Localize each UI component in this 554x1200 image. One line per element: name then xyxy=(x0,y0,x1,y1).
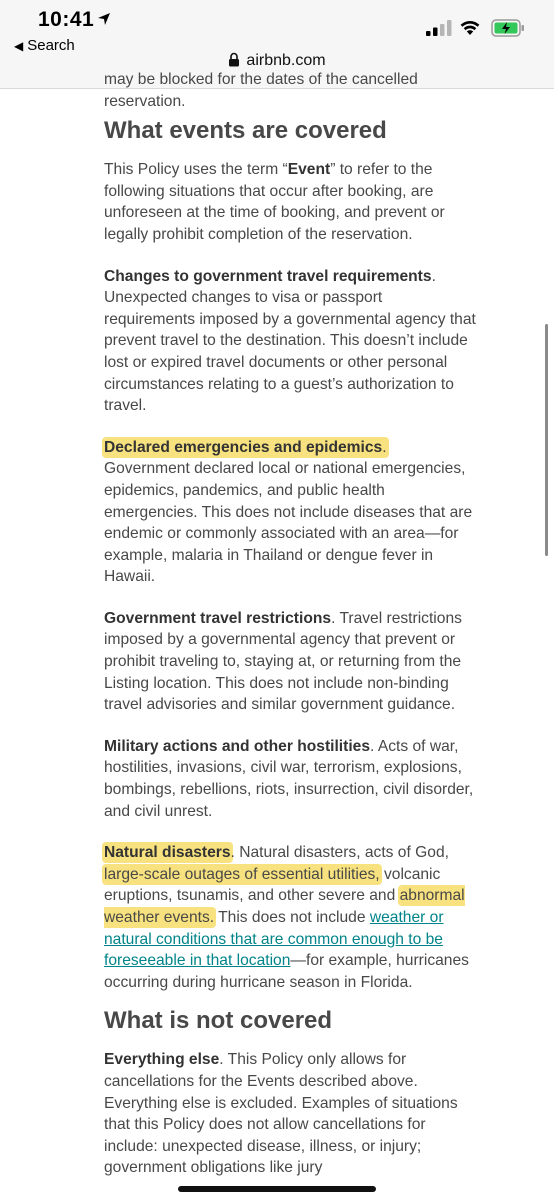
section-title: Government travel restrictions xyxy=(104,609,332,627)
foreseeable-conditions-link[interactable]: weather or natural conditions that are common enough to be foreseeable in that location xyxy=(104,909,444,970)
section-body: . Travel restrictions imposed by a governmental agency that prevent or prohibit traveling to, staying at, or returning from the Listing location. This does not include non-binding travel advisories and similar government guidance. xyxy=(104,609,462,714)
section-title: Everything else xyxy=(104,1051,220,1069)
clock: 10:41 xyxy=(38,8,95,31)
home-indicator[interactable] xyxy=(178,1186,376,1192)
section-body: . This Policy only allows for cancellations for the Events described above. Everything else is excluded. Examples of situations that this Policy does not allow cancellations for include: unexpected disease, illness, or injury; government obligations like jury xyxy=(104,1051,458,1177)
highlight: Declared emergencies and epidemics. xyxy=(104,438,387,456)
chevron-left-icon: ◀ xyxy=(14,39,24,53)
section-title: Declared emergencies and epidemics xyxy=(104,438,383,456)
section-title: Changes to government travel requirements xyxy=(104,267,432,285)
section-declared-emergencies xyxy=(104,437,476,588)
section-military-actions xyxy=(104,736,476,822)
location-arrow-icon xyxy=(97,12,111,26)
intro-paragraph: This Policy uses the term “Event” to refer to the following situations that occur after booking, are unforeseen at the time of booking, and prevent or legally prohibit completion of the reservation. xyxy=(104,161,445,243)
scrollbar[interactable] xyxy=(545,324,548,556)
section-government-travel-requirements: Changes to government travel requirements. Unexpected changes to visa or passport requirements imposed by a governmental agency that prevent travel to the destination. This doesn’t include lost or expired travel documents or other personal circumstances relating to a guest’s authorization to travel. xyxy=(104,267,476,415)
url-text: airbnb.com xyxy=(246,52,326,69)
event-term: Event xyxy=(287,161,331,179)
highlight: large-scale outages of essential utilities, xyxy=(104,865,380,883)
section-title: Military actions and other hostilities xyxy=(104,737,371,755)
highlight xyxy=(104,844,231,861)
battery-charging-icon xyxy=(491,19,525,37)
heading-what-is-not-covered: What is not covered xyxy=(104,1007,333,1035)
section-government-travel-restrictions xyxy=(104,608,476,716)
highlight: abnormal weather events. xyxy=(104,887,465,926)
back-label: Search xyxy=(27,37,75,54)
section-body: . Acts of war, hostilities, invasions, civil war, terrorism, explosions, bombings, rebellions, riots, insurrection, civil disorder, and civil unrest. xyxy=(104,737,474,820)
cut-paragraph: may be blocked for the dates of the cancelled reservation. xyxy=(104,71,418,110)
section-natural-disasters: Natural disasters. Natural disasters, acts of God, large-scale outages of essential utilities, volcanic eruptions, tsunamis, and other severe and abnormal weather events. This does not include weather or natural conditions that are common enough to be foreseeable in that location—for example, hurricanes occurring during hurricane season in Florida. xyxy=(104,844,469,991)
section-body: Unexpected changes to visa or passport requirements imposed by a governmental agency that prevent travel to the destination. This doesn’t include lost or expired travel documents or other personal circumstances relating to a guest’s authorization to travel. xyxy=(104,289,476,415)
section-title: Natural disasters xyxy=(104,844,231,862)
section-body: Government declared local or national emergencies, epidemics, pandemics, and public health emergencies. This does not include diseases that are endemic or commonly associated with an area—for example, malaria in Thailand or dengue fever in Hawaii. xyxy=(104,460,473,586)
section-everything-else xyxy=(104,1049,476,1179)
policy-article xyxy=(104,60,476,1179)
cellular-signal-icon xyxy=(426,20,452,36)
heading-what-events-covered: What events are covered xyxy=(104,117,387,145)
wifi-icon xyxy=(459,18,481,36)
